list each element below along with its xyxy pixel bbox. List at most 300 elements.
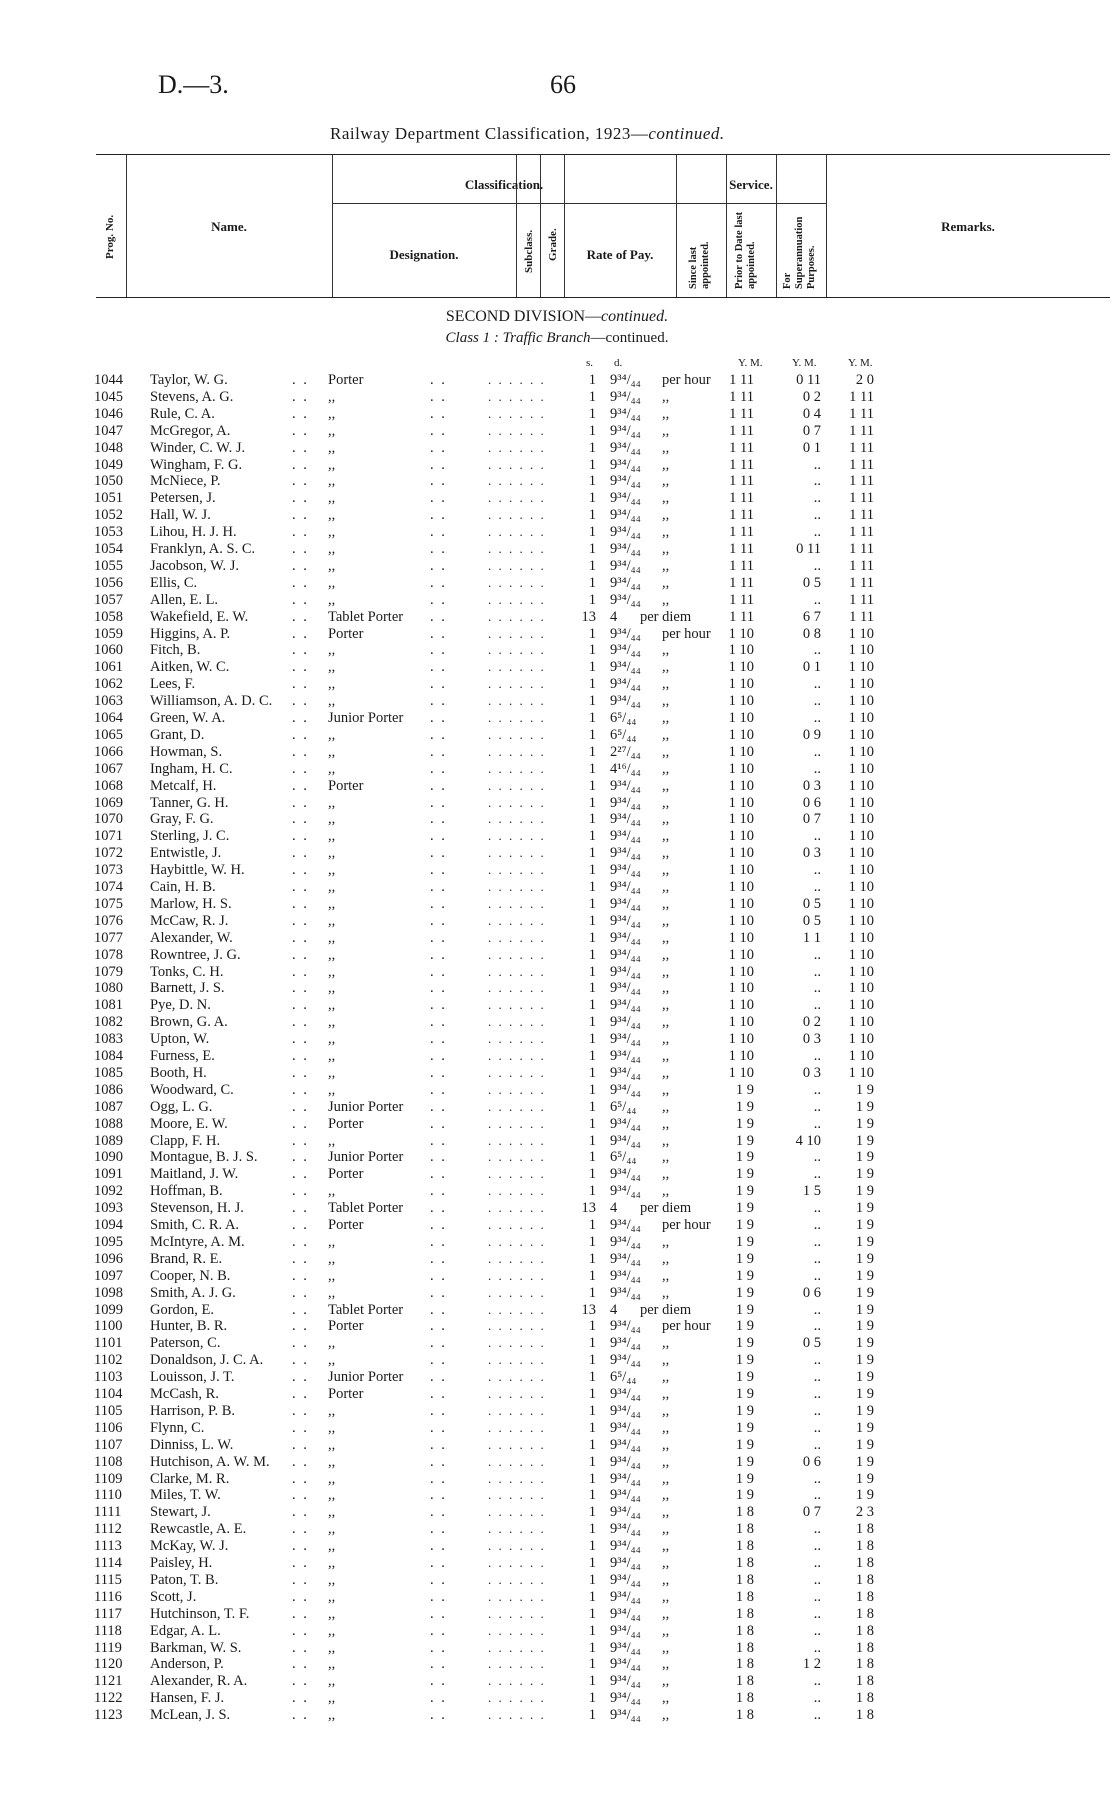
name-leader-dots: . .: [292, 693, 309, 710]
name-leader-dots: . .: [292, 439, 309, 456]
name-cell: Rule, C. A.: [150, 405, 215, 422]
rate-pence-cell: 9³⁴/₄₄: [610, 372, 641, 388]
table-row: [0, 896, 1114, 913]
service-super-cell: 1 10: [848, 895, 874, 912]
name-leader-dots: . .: [292, 1453, 309, 1470]
rate-pence-cell: 9³⁴/₄₄: [610, 456, 641, 473]
designation-cell: ,,: [328, 879, 336, 895]
rate-pence-cell: 9³⁴/₄₄: [610, 963, 641, 980]
rate-leader-dots: . . . . . .: [488, 1335, 546, 1351]
rate-pence-cell: 4¹⁶/₄₄: [610, 760, 641, 777]
name-cell: McKay, W. J.: [150, 1538, 229, 1555]
prog-no-cell: 1119: [94, 1639, 122, 1656]
prog-no-cell: 1070: [94, 811, 123, 828]
designation-leader-dots: . .: [430, 777, 447, 794]
service-prior-cell: 0 9: [802, 726, 821, 743]
header-subclass: Subclass.: [523, 229, 535, 273]
service-super-cell: 1 9: [855, 1335, 874, 1352]
service-super-cell: 1 8: [855, 1521, 874, 1538]
name-cell: Anderson, P.: [150, 1656, 224, 1673]
service-prior-cell: 0 5: [802, 1335, 821, 1352]
rate-leader-dots: . . . . . .: [488, 591, 546, 607]
service-since-cell: 1 9: [735, 1487, 754, 1504]
table-row: [0, 1369, 1114, 1386]
rate-leader-dots: . . . . . .: [488, 473, 546, 489]
rate-pence-cell: 9³⁴/₄₄: [610, 1504, 641, 1521]
table-row: [0, 1403, 1114, 1420]
designation-cell: ,,: [328, 574, 336, 591]
designation-cell: Junior Porter: [328, 1369, 404, 1386]
designation-leader-dots: . .: [430, 574, 447, 591]
name-cell: Brand, R. E.: [150, 1250, 223, 1267]
rate-leader-dots: . . . . . .: [488, 1538, 546, 1554]
rate-period-cell: ,,: [662, 1064, 670, 1081]
service-prior-cell: ..: [813, 490, 821, 507]
name-leader-dots: . .: [292, 1115, 309, 1132]
service-super-cell: 1 9: [855, 1369, 874, 1386]
name-leader-dots: . .: [292, 608, 309, 625]
name-cell: Hansen, F. J.: [150, 1690, 225, 1707]
service-since-cell: 1 8: [735, 1639, 754, 1656]
prog-no-cell: 1066: [94, 743, 123, 760]
rate-shillings-cell: 1: [588, 1284, 596, 1301]
table-row: [0, 1707, 1114, 1724]
rate-shillings-cell: 1: [588, 1166, 596, 1183]
designation-leader-dots: . .: [430, 1284, 447, 1301]
header-remarks: Remarks.: [941, 219, 995, 234]
designation-leader-dots: . .: [430, 997, 447, 1014]
name-leader-dots: . .: [292, 980, 309, 997]
prog-no-cell: 1068: [94, 777, 123, 794]
prog-no-cell: 1096: [94, 1250, 123, 1267]
prog-no-cell: 1087: [94, 1098, 123, 1115]
rate-pence-cell: 9³⁴/₄₄: [610, 1538, 641, 1555]
prog-no-cell: 1077: [94, 929, 123, 946]
designation-cell: ,,: [328, 760, 336, 777]
prog-no-cell: 1112: [94, 1521, 122, 1538]
prog-no-cell: 1071: [94, 828, 123, 845]
service-prior-cell: ..: [813, 473, 821, 490]
name-cell: Haybittle, W. H.: [150, 862, 245, 879]
designation-leader-dots: . .: [430, 743, 447, 760]
service-super-cell: 1 8: [855, 1622, 874, 1639]
name-cell: Clapp, F. H.: [150, 1132, 221, 1149]
name-cell: McLean, J. S.: [150, 1707, 231, 1724]
service-super-cell: 1 9: [855, 1166, 874, 1183]
prog-no-cell: 1074: [94, 879, 123, 895]
table-header: [96, 154, 1110, 298]
service-since-cell: 1 10: [728, 862, 754, 879]
name-cell: Sterling, J. C.: [150, 828, 230, 845]
designation-leader-dots: . .: [430, 1622, 447, 1639]
service-prior-cell: ..: [813, 1538, 821, 1555]
name-cell: Barkman, W. S.: [150, 1639, 242, 1656]
service-super-cell: 1 8: [855, 1639, 874, 1656]
rate-leader-dots: . . . . . .: [488, 1200, 546, 1216]
rate-period-cell: ,,: [662, 388, 670, 405]
name-cell: Stevens, A. G.: [150, 388, 234, 405]
prog-no-cell: 1106: [94, 1419, 123, 1436]
designation-cell: ,,: [328, 1622, 336, 1639]
name-cell: Marlow, H. S.: [150, 895, 232, 912]
table-row: [0, 659, 1114, 676]
header-rate-of-pay: Rate of Pay.: [586, 247, 654, 262]
name-cell: Hutchinson, T. F.: [150, 1605, 250, 1622]
service-prior-cell: ..: [813, 743, 821, 760]
name-leader-dots: . .: [292, 1690, 309, 1707]
rate-pence-cell: 9³⁴/₄₄: [610, 693, 641, 710]
service-prior-cell: ..: [813, 1436, 821, 1453]
rate-shillings-cell: 1: [588, 777, 596, 794]
table-row: [0, 1048, 1114, 1065]
designation-leader-dots: . .: [430, 1031, 447, 1048]
designation-cell: ,,: [328, 1183, 336, 1200]
rate-leader-dots: . . . . . .: [488, 1318, 546, 1334]
prog-no-cell: 1083: [94, 1031, 123, 1048]
designation-cell: Junior Porter: [328, 710, 404, 726]
table-row: [0, 1251, 1114, 1268]
service-prior-cell: 0 3: [802, 1031, 821, 1048]
rate-shillings-cell: 1: [588, 946, 596, 963]
service-since-cell: 1 10: [728, 963, 754, 980]
name-cell: Maitland, J. W.: [150, 1166, 239, 1183]
rate-period-cell: ,,: [662, 1605, 670, 1622]
rate-shillings-cell: 1: [588, 1588, 596, 1605]
rate-pence-cell: 9³⁴/₄₄: [610, 524, 641, 541]
prog-no-cell: 1120: [94, 1656, 123, 1673]
service-since-cell: 1 10: [728, 879, 754, 895]
rate-pence-cell: 9³⁴/₄₄: [610, 642, 641, 659]
prog-no-cell: 1063: [94, 693, 123, 710]
designation-leader-dots: . .: [430, 1487, 447, 1504]
service-super-cell: 1 11: [849, 524, 874, 541]
rate-shillings-cell: 1: [588, 845, 596, 862]
prog-no-cell: 1076: [94, 912, 123, 929]
name-cell: Stevenson, H. J.: [150, 1200, 244, 1217]
service-super-cell: 1 9: [855, 1487, 874, 1504]
rate-pence-cell: 9³⁴/₄₄: [610, 1115, 641, 1132]
service-super-cell: 1 9: [855, 1115, 874, 1132]
prog-no-cell: 1054: [94, 541, 123, 557]
service-prior-cell: ..: [813, 1470, 821, 1487]
table-row: [0, 1386, 1114, 1403]
rate-pence-cell: 9³⁴/₄₄: [610, 1605, 641, 1622]
service-prior-cell: 0 5: [802, 895, 821, 912]
designation-leader-dots: . .: [430, 912, 447, 929]
rate-pence-cell: 9³⁴/₄₄: [610, 1064, 641, 1081]
rate-pence-cell: 9³⁴/₄₄: [610, 541, 641, 557]
name-cell: Green, W. A.: [150, 710, 226, 726]
rate-period-cell: ,,: [662, 1555, 670, 1571]
service-since-cell: 1 8: [735, 1707, 754, 1724]
rate-shillings-cell: 1: [588, 1115, 596, 1132]
service-super-cell: 1 9: [855, 1436, 874, 1453]
rate-period-cell: ,,: [662, 862, 670, 879]
designation-cell: Tablet Porter: [328, 608, 404, 625]
rate-period-cell: ,,: [662, 1369, 670, 1386]
table-row: [0, 795, 1114, 812]
service-since-cell: 1 11: [729, 372, 754, 388]
name-cell: Grant, D.: [150, 726, 205, 743]
table-row: [0, 423, 1114, 440]
designation-leader-dots: . .: [430, 524, 447, 541]
service-since-cell: 1 10: [728, 760, 754, 777]
designation-cell: ,,: [328, 541, 336, 557]
rate-leader-dots: . . . . . .: [488, 507, 546, 523]
rate-pence-cell: 4: [610, 1200, 618, 1217]
rate-pence-cell: 9³⁴/₄₄: [610, 777, 641, 794]
service-super-cell: 1 9: [855, 1233, 874, 1250]
rate-pence-cell: 9³⁴/₄₄: [610, 388, 641, 405]
name-cell: Paterson, C.: [150, 1335, 221, 1352]
rate-period-cell: ,,: [662, 845, 670, 862]
designation-cell: ,,: [328, 1048, 336, 1064]
service-prior-cell: 0 7: [802, 1504, 821, 1521]
rate-pence-cell: 9³⁴/₄₄: [610, 676, 641, 693]
designation-leader-dots: . .: [430, 1402, 447, 1419]
prog-no-cell: 1051: [94, 490, 123, 507]
service-super-cell: 1 10: [848, 693, 874, 710]
designation-cell: ,,: [328, 591, 336, 608]
service-super-cell: 1 11: [849, 473, 874, 490]
table-row: [0, 1606, 1114, 1623]
service-super-cell: 1 8: [855, 1538, 874, 1555]
service-since-cell: 1 10: [728, 828, 754, 845]
rate-leader-dots: . . . . . .: [488, 490, 546, 506]
rate-leader-dots: . . . . . .: [488, 524, 546, 540]
service-prior-cell: ..: [813, 980, 821, 997]
rate-period-cell: ,,: [662, 1470, 670, 1487]
rate-pence-cell: 9³⁴/₄₄: [610, 557, 641, 574]
rate-pence-cell: 9³⁴/₄₄: [610, 879, 641, 895]
table-row: [0, 626, 1114, 643]
designation-cell: ,,: [328, 405, 336, 422]
service-since-cell: 1 10: [728, 743, 754, 760]
rate-leader-dots: . . . . . .: [488, 388, 546, 404]
table-row: [0, 828, 1114, 845]
designation-leader-dots: . .: [430, 1217, 447, 1233]
designation-leader-dots: . .: [430, 405, 447, 422]
designation-cell: Porter: [328, 1115, 364, 1132]
service-prior-cell: ..: [813, 963, 821, 980]
header-name: Name.: [211, 219, 247, 234]
name-leader-dots: . .: [292, 895, 309, 912]
table-row: [0, 1031, 1114, 1048]
rate-leader-dots: . . . . . .: [488, 879, 546, 894]
service-super-cell: 1 8: [855, 1555, 874, 1571]
name-cell: Cooper, N. B.: [150, 1267, 231, 1284]
table-row: [0, 930, 1114, 947]
rate-pence-cell: 9³⁴/₄₄: [610, 1521, 641, 1538]
rate-pence-cell: 4: [610, 1301, 618, 1318]
rate-pence-cell: 9³⁴/₄₄: [610, 1014, 641, 1031]
rate-shillings-cell: 1: [588, 1132, 596, 1149]
service-prior-cell: 0 1: [802, 659, 821, 676]
division-title-continued: continued.: [601, 308, 669, 325]
rate-shillings-cell: 1: [588, 1352, 596, 1369]
name-cell: Ogg, L. G.: [150, 1098, 213, 1115]
service-since-cell: 1 11: [729, 524, 754, 541]
rate-period-cell: ,,: [662, 524, 670, 541]
rate-leader-dots: . . . . . .: [488, 1402, 546, 1418]
name-leader-dots: . .: [292, 1605, 309, 1622]
designation-leader-dots: . .: [430, 642, 447, 659]
rate-pence-cell: 4: [610, 608, 618, 625]
rate-shillings-cell: 1: [588, 422, 596, 439]
name-leader-dots: . .: [292, 473, 309, 490]
name-cell: Ellis, C.: [150, 574, 198, 591]
table-row: [0, 1572, 1114, 1589]
prog-no-cell: 1047: [94, 422, 123, 439]
service-prior-cell: ..: [813, 1555, 821, 1571]
service-super-cell: 1 11: [849, 439, 874, 456]
rate-shillings-cell: 1: [588, 1470, 596, 1487]
service-since-cell: 1 9: [735, 1369, 754, 1386]
designation-leader-dots: . .: [430, 1639, 447, 1656]
service-prior-cell: ..: [813, 1622, 821, 1639]
service-prior-cell: ..: [813, 1402, 821, 1419]
rate-period-cell: ,,: [662, 1267, 670, 1284]
service-since-cell: 1 9: [735, 1470, 754, 1487]
name-cell: Stewart, J.: [150, 1504, 211, 1521]
rate-pence-cell: 9³⁴/₄₄: [610, 845, 641, 862]
designation-leader-dots: . .: [430, 473, 447, 490]
service-since-cell: 1 10: [728, 912, 754, 929]
header-prog-no: Prog. No.: [104, 214, 116, 259]
rate-shillings-cell: 1: [588, 1419, 596, 1436]
rate-period-cell: ,,: [662, 1673, 670, 1690]
service-since-cell: 1 8: [735, 1504, 754, 1521]
rate-period-cell: ,,: [662, 490, 670, 507]
designation-leader-dots: . .: [430, 929, 447, 946]
service-super-cell: 1 11: [849, 422, 874, 439]
designation-cell: ,,: [328, 439, 336, 456]
name-cell: McCash, R.: [150, 1386, 219, 1402]
designation-cell: ,,: [328, 1284, 336, 1301]
service-prior-cell: ..: [813, 1588, 821, 1605]
service-prior-cell: ..: [813, 710, 821, 726]
service-prior-cell: ..: [813, 1166, 821, 1183]
name-leader-dots: . .: [292, 1639, 309, 1656]
designation-cell: Porter: [328, 1386, 364, 1402]
prog-no-cell: 1053: [94, 524, 123, 541]
service-prior-cell: 0 5: [802, 574, 821, 591]
name-leader-dots: . .: [292, 1217, 309, 1233]
service-super-cell: 1 9: [855, 1419, 874, 1436]
name-leader-dots: . .: [292, 1538, 309, 1555]
rate-shillings-cell: 1: [588, 1335, 596, 1352]
rate-shillings-cell: 1: [588, 574, 596, 591]
rate-pence-cell: 9³⁴/₄₄: [610, 1048, 641, 1064]
prog-no-cell: 1059: [94, 625, 123, 642]
rate-period-cell: ,,: [662, 1402, 670, 1419]
rate-leader-dots: . . . . . .: [488, 1132, 546, 1148]
service-since-cell: 1 8: [735, 1588, 754, 1605]
name-cell: Cain, H. B.: [150, 879, 216, 895]
page-identifier: D.—3.: [158, 70, 229, 99]
table-row: [0, 879, 1114, 896]
service-since-cell: 1 9: [735, 1250, 754, 1267]
service-since-cell: 1 9: [735, 1402, 754, 1419]
service-since-cell: 1 8: [735, 1571, 754, 1588]
designation-leader-dots: . .: [430, 1386, 447, 1402]
rate-pence-cell: 6⁵/₄₄: [610, 1149, 637, 1166]
name-cell: Hutchison, A. W. M.: [150, 1453, 270, 1470]
prog-no-cell: 1122: [94, 1690, 123, 1707]
designation-leader-dots: . .: [430, 1555, 447, 1571]
service-super-cell: 1 10: [848, 929, 874, 946]
name-leader-dots: . .: [292, 760, 309, 777]
prog-no-cell: 1105: [94, 1402, 123, 1419]
rate-shillings-cell: 13: [581, 1301, 596, 1318]
designation-leader-dots: . .: [430, 1335, 447, 1352]
name-leader-dots: . .: [292, 929, 309, 946]
name-cell: Winder, C. W. J.: [150, 439, 246, 456]
name-leader-dots: . .: [292, 777, 309, 794]
rate-period-cell: ,,: [662, 422, 670, 439]
prog-no-cell: 1098: [94, 1284, 123, 1301]
name-cell: Wakefield, E. W.: [150, 608, 249, 625]
name-cell: Taylor, W. G.: [150, 372, 228, 388]
service-since-cell: 1 11: [729, 507, 754, 524]
prog-no-cell: 1049: [94, 456, 123, 473]
rate-pence-cell: 9³⁴/₄₄: [610, 1673, 641, 1690]
rate-pence-cell: 9³⁴/₄₄: [610, 591, 641, 608]
service-since-cell: 1 9: [735, 1301, 754, 1318]
designation-leader-dots: . .: [430, 845, 447, 862]
name-leader-dots: . .: [292, 642, 309, 659]
designation-cell: ,,: [328, 1419, 336, 1436]
table-row: [0, 1149, 1114, 1166]
prog-no-cell: 1080: [94, 980, 123, 997]
table-row: [0, 372, 1114, 389]
prog-no-cell: 1079: [94, 963, 123, 980]
rate-period-cell: ,,: [662, 1386, 670, 1402]
designation-leader-dots: . .: [430, 1014, 447, 1031]
rate-shillings-cell: 1: [588, 1250, 596, 1267]
rate-leader-dots: . . . . . .: [488, 743, 546, 759]
service-super-cell: 1 8: [855, 1673, 874, 1690]
rate-leader-dots: . . . . . .: [488, 574, 546, 590]
rate-leader-dots: . . . . . .: [488, 828, 546, 844]
service-since-cell: 1 11: [729, 473, 754, 490]
rate-period-cell: ,,: [662, 912, 670, 929]
rate-shillings-cell: 1: [588, 1707, 596, 1724]
rate-leader-dots: . . . . . .: [488, 405, 546, 421]
designation-cell: ,,: [328, 1470, 336, 1487]
name-cell: Furness, E.: [150, 1048, 215, 1064]
name-leader-dots: . .: [292, 1419, 309, 1436]
service-prior-cell: 0 7: [802, 422, 821, 439]
rate-leader-dots: . . . . . .: [488, 1081, 546, 1097]
rate-shillings-cell: 1: [588, 1622, 596, 1639]
service-super-cell: 1 9: [855, 1352, 874, 1369]
service-since-cell: 1 9: [735, 1098, 754, 1115]
service-prior-cell: 0 4: [802, 405, 821, 422]
name-cell: Aitken, W. C.: [150, 659, 230, 676]
rate-period-cell: ,,: [662, 1487, 670, 1504]
rate-leader-dots: . . . . . .: [488, 1521, 546, 1537]
name-leader-dots: . .: [292, 524, 309, 541]
name-leader-dots: . .: [292, 1521, 309, 1538]
rate-period-cell: per hour: [662, 1318, 711, 1335]
table-row: [0, 947, 1114, 964]
name-leader-dots: . .: [292, 541, 309, 557]
name-leader-dots: . .: [292, 1081, 309, 1098]
service-since-cell: 1 8: [735, 1538, 754, 1555]
prog-no-cell: 1050: [94, 473, 123, 490]
designation-cell: ,,: [328, 1690, 336, 1707]
